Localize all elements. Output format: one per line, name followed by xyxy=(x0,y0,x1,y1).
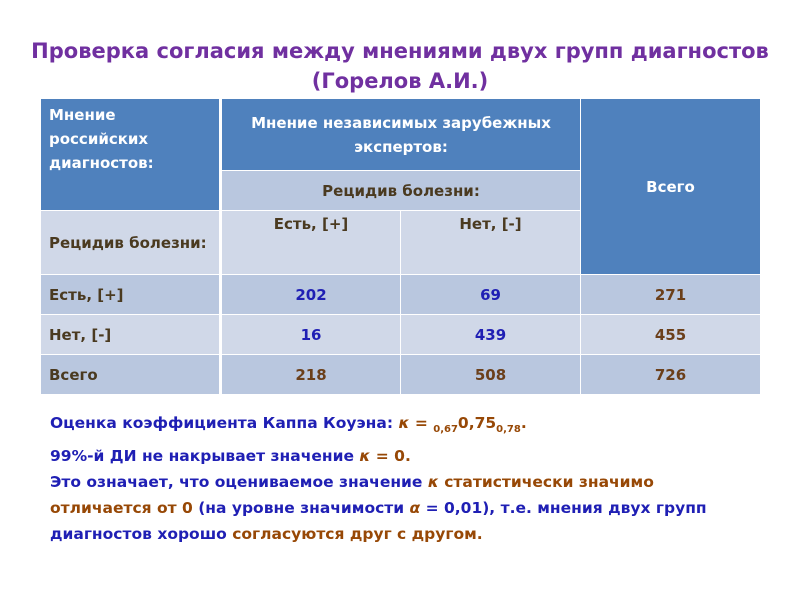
cell-total: 271 xyxy=(581,275,761,315)
text-line-2: 99%-й ДИ не накрывает значение κ = 0. xyxy=(50,447,411,466)
table-row xyxy=(41,355,761,395)
table-row xyxy=(41,315,761,355)
total-header: Всего xyxy=(581,99,761,275)
cell-no: 439 xyxy=(401,315,581,355)
contingency-table xyxy=(40,98,761,395)
cell-total: 726 xyxy=(581,355,761,395)
col-yes-header: Есть, [+] xyxy=(221,211,401,275)
sub-header: Рецидив болезни: xyxy=(221,171,581,211)
cell-yes: 202 xyxy=(221,275,401,315)
title-line-1: Проверка согласия между мнениями двух групп диагностов xyxy=(31,39,769,63)
group-header: Мнение независимых зарубежных экспертов: xyxy=(221,99,581,171)
text-line-5: диагностов хорошо согласуются друг с другом. xyxy=(50,525,483,544)
cell-no: 508 xyxy=(401,355,581,395)
col-no-header: Нет, [-] xyxy=(401,211,581,275)
slide-title xyxy=(20,36,780,96)
cell-yes: 16 xyxy=(221,315,401,355)
text-line-1: Оценка коэффициента Каппа Коуэна: $\kappa = _{0,67}0,75_{0,78}$. xyxy=(50,414,527,436)
title-line-2: (Горелов А.И.) xyxy=(311,69,489,93)
row-label: Нет, [-] xyxy=(41,315,221,355)
table-row xyxy=(41,275,761,315)
row-label: Всего xyxy=(41,355,221,395)
cell-yes: 218 xyxy=(221,355,401,395)
cell-no: 69 xyxy=(401,275,581,315)
conclusion-text xyxy=(50,410,770,547)
cell-total: 455 xyxy=(581,315,761,355)
row-label-header: Рецидив болезни: xyxy=(41,211,221,275)
corner-header: Мнение российских диагностов: xyxy=(41,99,221,211)
text-line-3: Это означает, что оцениваемое значение κ статистически значимо xyxy=(50,473,654,492)
row-label: Есть, [+] xyxy=(41,275,221,315)
text-line-4: отличается от 0 (на уровне значимости α = 0,01), т.е. мнения двух групп xyxy=(50,499,707,518)
